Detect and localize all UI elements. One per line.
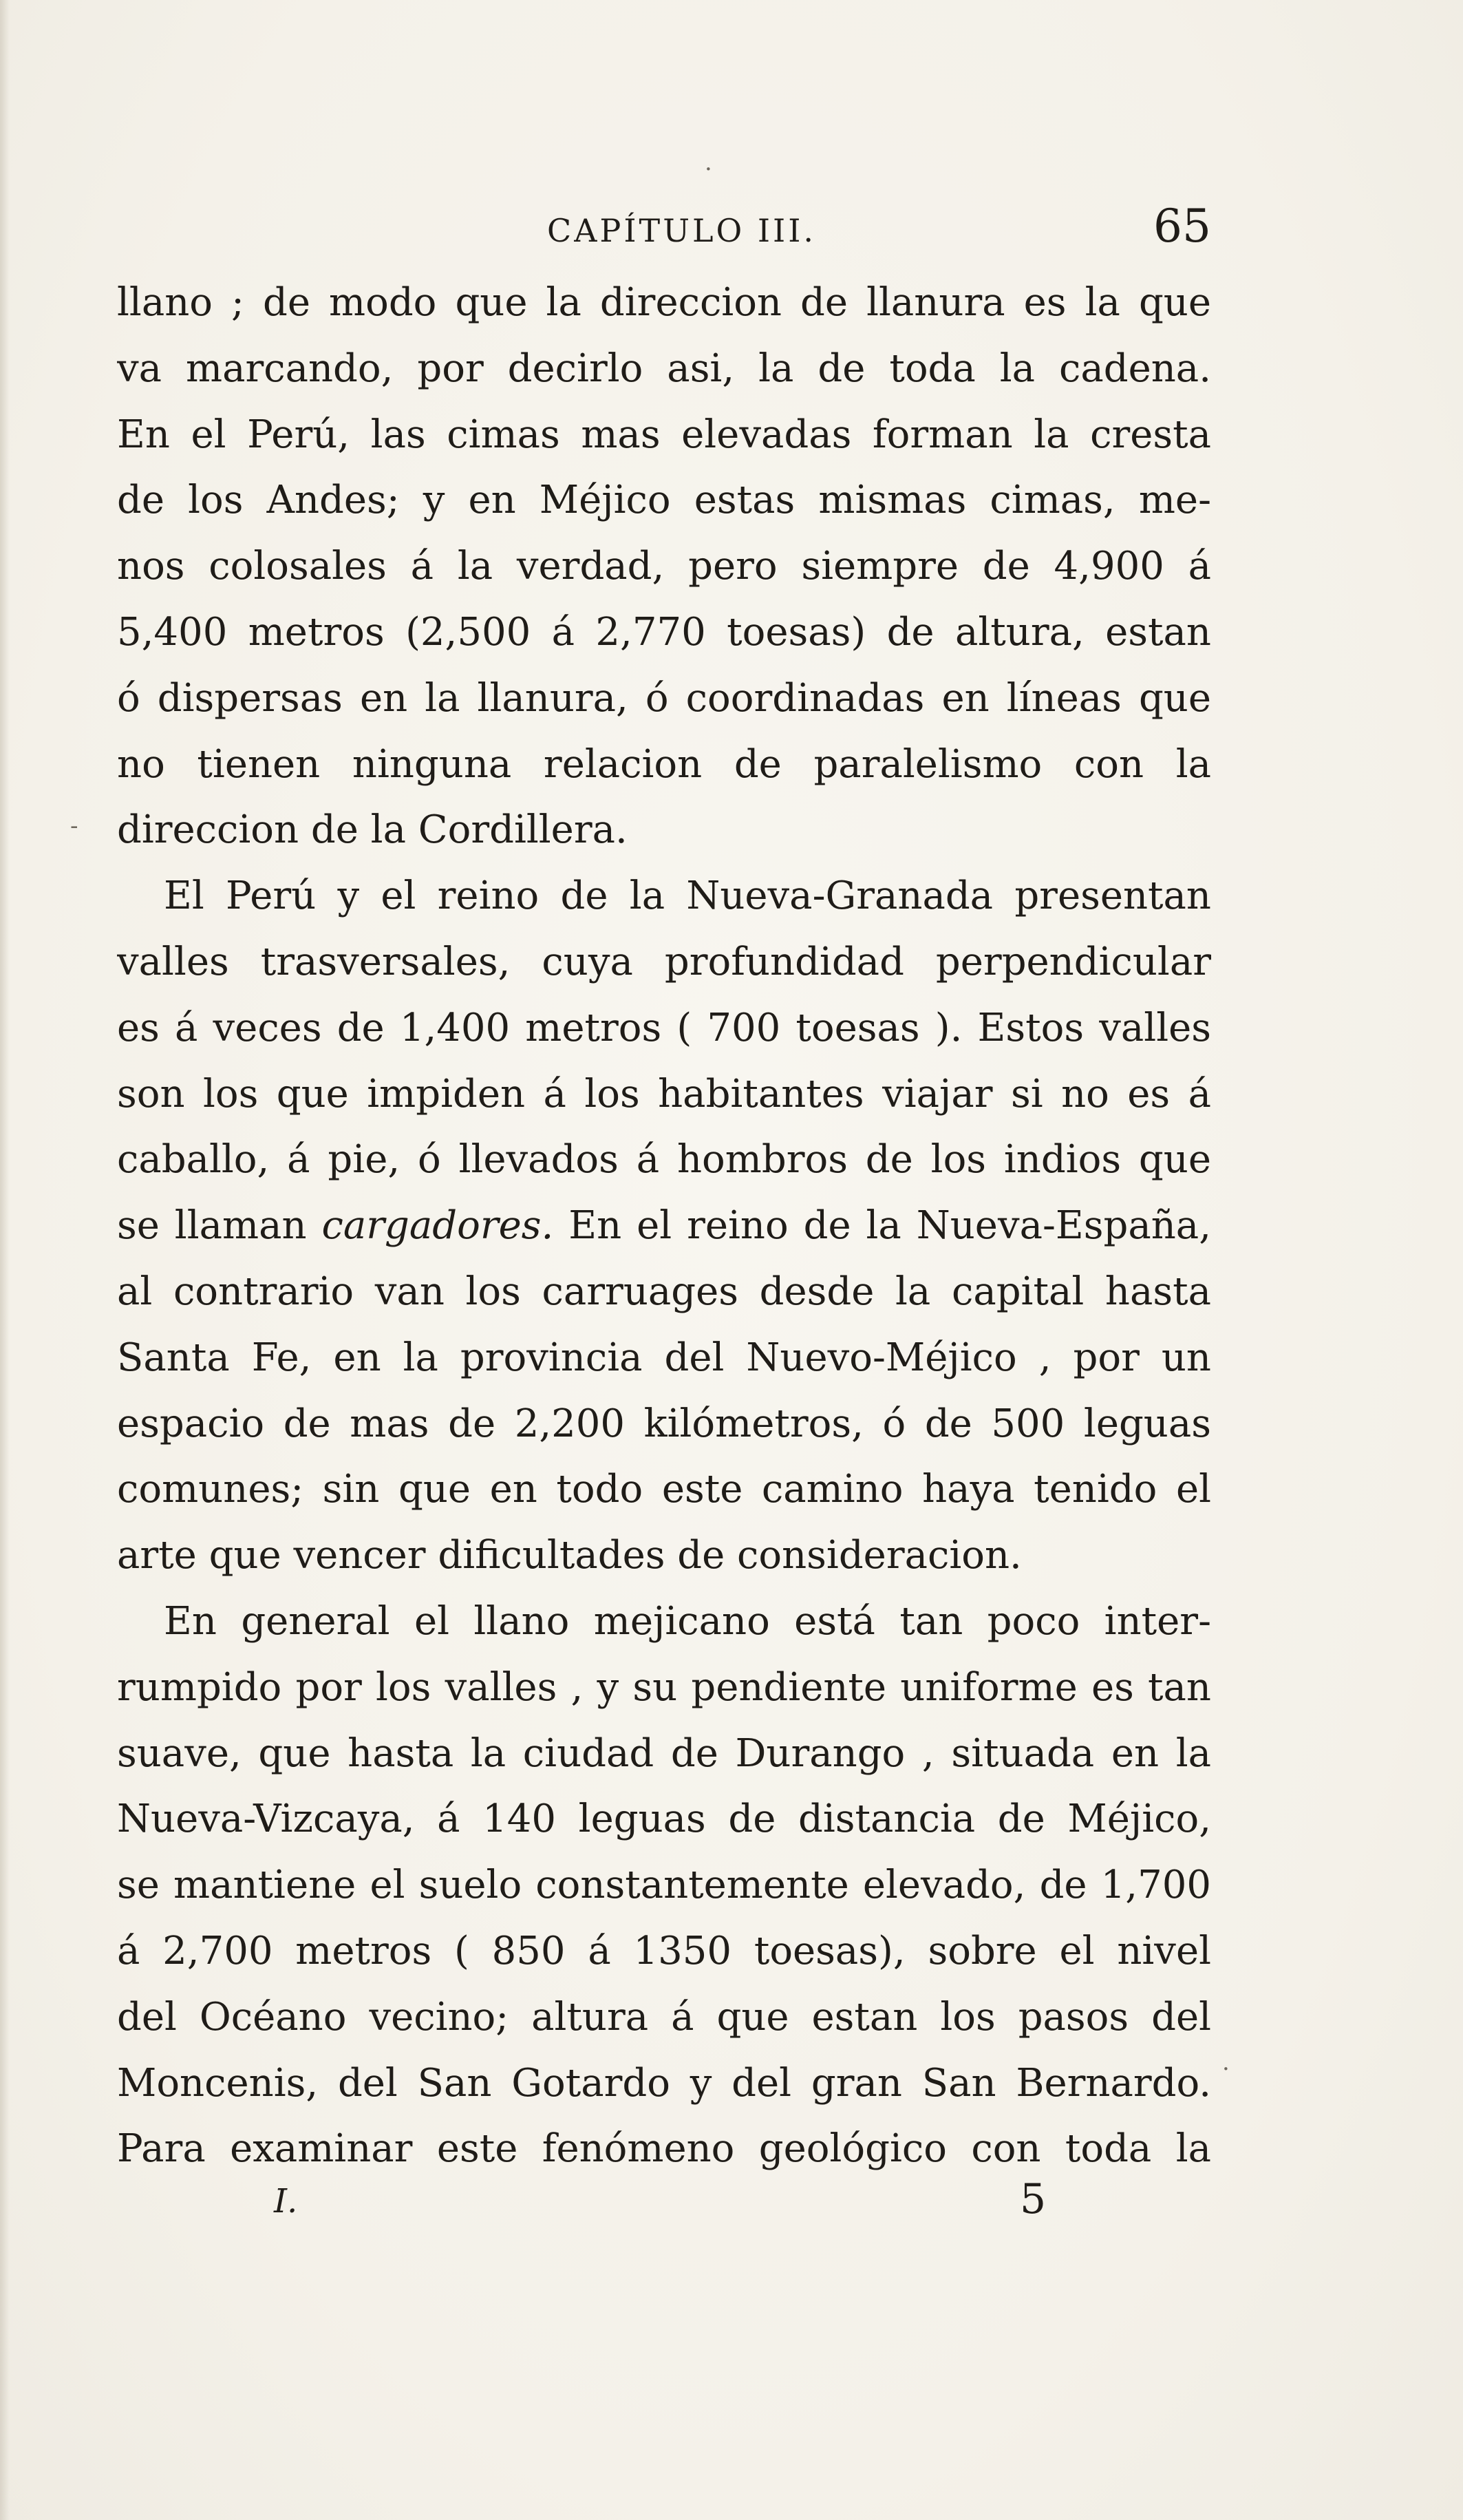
left-margin-dash: - [70, 812, 78, 840]
mixed-style-line [117, 1193, 1211, 1259]
page-gutter-shadow [0, 0, 10, 2520]
text-line: caballo, á pie, ó llevados á hombros de los indios que [117, 1137, 1211, 1183]
paragraph-start-line: En general el llano mejicano está tan poco inter- [164, 1598, 1211, 1644]
text-line: Santa Fe, en la provincia del Nuevo-Méjico , por un [117, 1335, 1211, 1380]
text-line: 5,400 metros (2,500 á 2,770 toesas) de altura, estan [117, 609, 1211, 655]
right-margin-dot: · [1222, 2055, 1230, 2083]
text-fragment: En el reino de la Nueva-España, [568, 1203, 1211, 1249]
text-line: Para examinar este fenómeno geológico con toda la [117, 2126, 1211, 2172]
text-line: no tienen ninguna relacion de paralelismo con la [117, 741, 1211, 787]
text-line: de los Andes; y en Méjico estas mismas cimas, me- [117, 478, 1211, 523]
text-line: del Océano vecino; altura á que estan los pasos del [117, 1994, 1211, 2040]
text-line: va marcando, por decirlo asi, la de toda la cadena. [117, 346, 1211, 391]
text-line: valles trasversales, cuya profundidad perpendicular [117, 939, 1211, 984]
text-line: suave, que hasta la ciudad de Durango , situada en la [117, 1730, 1211, 1776]
text-line: llano ; de modo que la direccion de llanura es la que [117, 280, 1211, 325]
text-line: rumpido por los valles , y su pendiente uniforme es tan [117, 1664, 1211, 1710]
top-tick-mark: · [705, 156, 712, 183]
page-number: 65 [1153, 200, 1211, 253]
text-line: ó dispersas en la llanura, ó coordinadas en líneas que [117, 675, 1211, 721]
text-line: nos colosales á la verdad, pero siempre de 4,900 á [117, 544, 1211, 589]
text-fragment: se llaman [117, 1203, 307, 1249]
text-line: es á veces de 1,400 metros ( 700 toesas ). Estos valles [117, 1005, 1211, 1050]
text-line: se mantiene el suelo constantemente elevado, de 1,700 [117, 1863, 1211, 1908]
text-line: En el Perú, las cimas mas elevadas forman la cresta [117, 412, 1211, 457]
text-line: Nueva-Vizcaya, á 140 leguas de distancia de Méjico, [117, 1797, 1211, 1842]
page-header [117, 200, 1211, 262]
paragraph-end-line: direccion de la Cordillera. [117, 807, 628, 853]
running-title: CAPÍTULO III. [547, 212, 817, 249]
paragraph-end-line: arte que vencer dificultades de consideracion. [117, 1533, 1022, 1578]
text-line: son los que impiden á los habitantes viajar si no es á [117, 1071, 1211, 1116]
text-line: al contrario van los carruages desde la capital hasta [117, 1269, 1211, 1314]
text-line: espacio de mas de 2,200 kilómetros, ó de 500 leguas [117, 1401, 1211, 1446]
text-line: Moncenis, del San Gotardo y del gran San Bernardo. [117, 2060, 1211, 2106]
italic-term-cargadores: cargadores. [321, 1203, 554, 1249]
text-line: comunes; sin que en todo este camino haya tenido el [117, 1467, 1211, 1512]
page-footer [117, 2175, 1211, 2237]
volume-signature: I. [274, 2182, 298, 2221]
body-text [117, 270, 1211, 2182]
paragraph-start-line: El Perú y el reino de la Nueva-Granada presentan [164, 873, 1211, 919]
gathering-number: 5 [1020, 2175, 1047, 2223]
text-line: á 2,700 metros ( 850 á 1350 toesas), sobre el nivel [117, 1928, 1211, 1973]
